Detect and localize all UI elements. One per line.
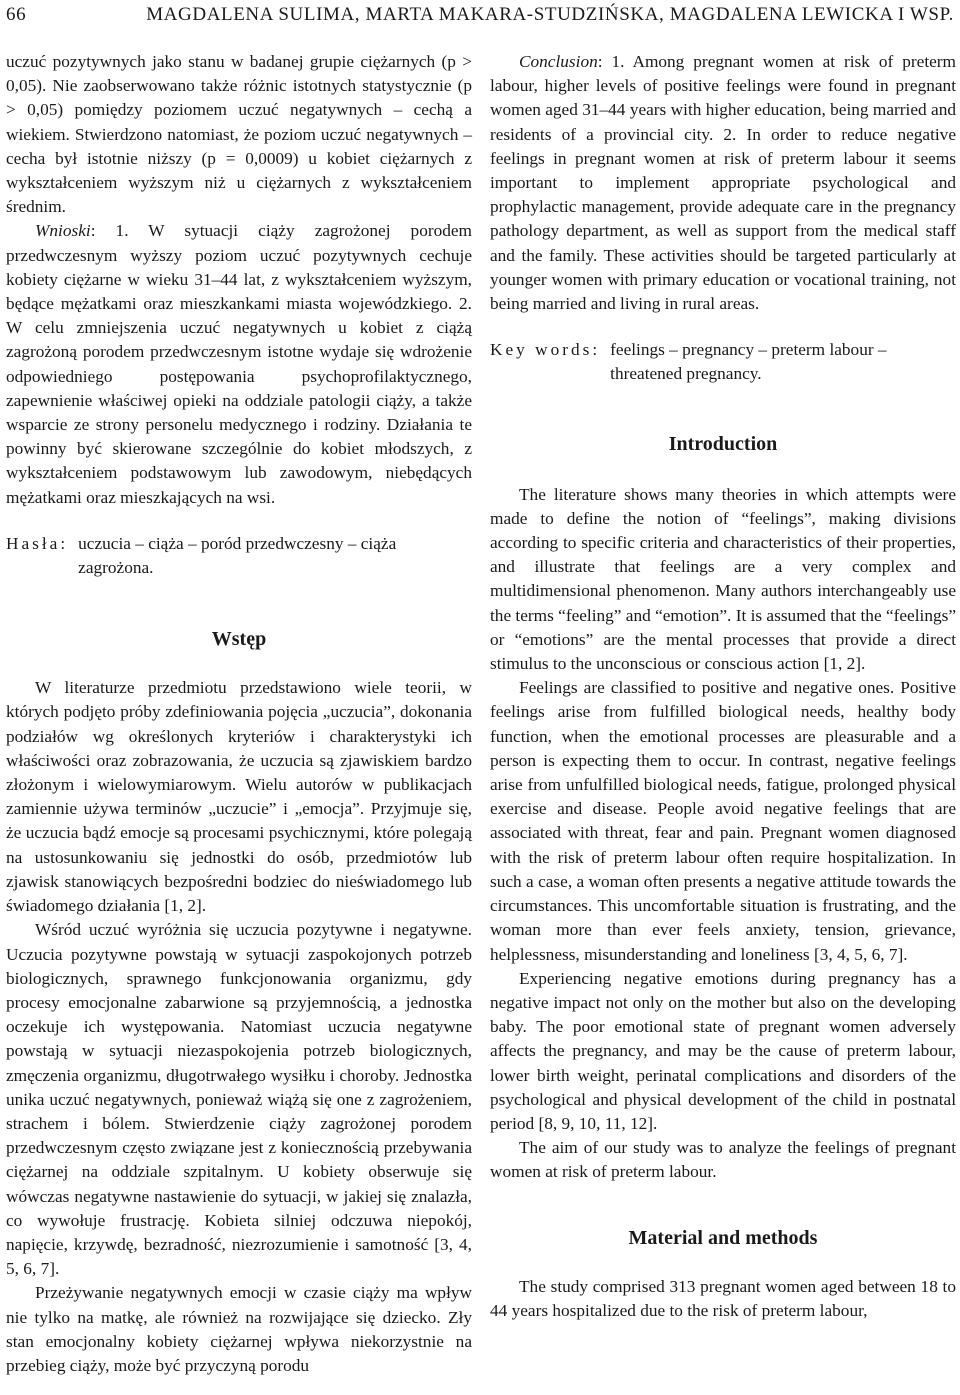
section-title-introduction: Introduction [668,432,778,455]
paragraph: W literaturze przedmiotu przedstawiono wiele teorii, w których podjęto próby zdefiniowania pojęcia „uczucia”, dokonania podziałów wg określonych kryteriów i charakterystyki ich właściwości oraz zobrazowania, że uczucia są zjawiskiem bardzo złożonym i wielowymiarowym. Wielu autorów w publikacjach zamiennie używa terminów „uczucie” i „emocja”. Przyjmuje się, że uczucia bądź emocje są procesami psychicznymi, które polegają na ustosunkowaniu się jednostki do osób, przedmiotów lub zjawisk stanowiących bezpośredni bodziec do nieświadomego lub świadomego działania [1, 2]. [6,678,472,916]
keywords-label: Hasła: [6,533,69,553]
section-title-material-methods: Material and methods [628,1226,818,1249]
conclusion-text: : 1. Among pregnant women at risk of preterm labour, higher levels of positive feelings were found in pregnant women aged 31–44 years with higher education, being married and residents of a provincial city. 2. In order to reduce negative feelings in pregnant women at risk of preterm labour it seems important to implement appropriate psychological and prophylactic management, provide adequate care in the pregnancy pathology department, as well as support from the medical staff and the family. These activities should be targeted particularly at younger women with primary education or vocational training, not being married and living in rural areas. [490,52,956,314]
conclusion-label: Conclusion [519,52,598,71]
keywords-pl [6,532,472,580]
paragraph: Experiencing negative emotions during pregnancy has a negative impact not only on the mother but also on the developing baby. The poor emotional state of pregnant women adversely affects the pregnancy, and may be the cause of preterm labour, lower birth weight, perinatal complications and disorders of the psychological and physical development of the child in postnatal period [8, 9, 10, 11, 12]. [490,968,956,1133]
conclusions-label: Wnioski [35,221,91,241]
paragraph: The literature shows many theories in which attempts were made to define the notion of “feelings”, making divisions according to specific criteria and characteristics of their properties, and illustrate that feelings are a very complex and multidimensional phenomenon. Many authors interchangeably use the terms “feeling” and “emotion”. It is assumed that the “feelings” or “emotions” are the mental processes that provide a direct stimulus to the unconscious or conscious action [1, 2]. [490,484,956,674]
paragraph: Feelings are classified to positive and negative ones. Positive feelings arise from fulfilled biological needs, healthy body function, when the emotional processes are pleasurable and a person is expecting them to occur. In contrast, negative feelings arise from unfulfilled biological needs, fatigue, prolonged physical exercise and disease. People avoid negative feelings that are associated with threat, fear and pain. Pregnant women diagnosed with the risk of preterm labour often require hospitalization. In such a case, a woman often presents a negative attitude towards the circumstances. This uncomfortable situation is frustrating, and the woman more than ever feels anxiety, tension, grievance, helplessness, misunderstanding and loneliness [3, 4, 5, 6, 7]. [490,678,956,964]
keywords-text: uczucia – ciąża – poród przedwczesny – ciąża zagrożona. [78,533,397,578]
abstract-conclusions [6,219,472,509]
right-column [490,50,956,1323]
running-header-authors: MAGDALENA SULIMA, MARTA MAKARA-STUDZIŃSKA, MAGDALENA LEWICKA I WSP. [146,4,954,25]
paragraph: The study comprised 313 pregnant women aged between 18 to 44 years hospitalized due to the risk of preterm labour, [490,1276,956,1320]
conclusions-text: : 1. W sytuacji ciąży zagrożonej porodem przedwczesnym wyższy poziom uczuć pozytywnych cechuje kobiety ciężarne w wieku 31–44 lat, z wykształceniem wyższym, będące mężatkami oraz mieszkankami miasta wojewódzkiego. 2. W celu zmniejszenia uczuć negatywnych u kobiet z ciążą zagrożoną porodem przedwczesnym istotne wydaje się wdrożenie odpowiedniego postępowania psychoprofilaktycznego, zapewnienie właściwej opieki na oddziale patologii ciąży, a także wsparcie ze strony personelu medycznego i rodziny. Działania te powinny być skierowane szczególnie do kobiet młodszych, z wykształceniem podstawowym lub zawodowym, niebędących mężatkami oraz mieszkających na wsi. [6,221,472,507]
paragraph: Wśród uczuć wyróżnia się uczucia pozytywne i negatywne. Uczucia pozytywne powstają w sytuacji zaspokojonych potrzeb biologicznych, sprawnego funkcjonowania organizmu, gdy procesy emocjonalne zabarwione są przyjemnością, a jednostka oczekuje ich występowania. Natomiast uczucia negatywne powstają w sytuacji niezaspokojenia potrzeb biologicznych, zmęczenia organizmu, długotrwałego wysiłku i choroby. Jednostka unika uczuć negatywnych, ponieważ wiążą się one z zagrożeniem, strachem i bólem. Stwierdzenie ciąży zagrożonej porodem przedwczesnym często związane jest z koniecznością przebywania ciężarnej na oddziale szpitalnym. U kobiety obserwuje się wówczas negatywne nastawienie do sytuacji, w jakiej się znalazła, co wywołuje frustrację. Kobieta silniej odczuwa niepokój, napięcie, krzywdę, bezradność, niezrozumienie i samotność [3, 4, 5, 6, 7]. [6,920,472,1279]
paragraph: The aim of our study was to analyze the feelings of pregnant women at risk of preterm labour. [490,1138,956,1182]
paragraph: Przeżywanie negatywnych emocji w czasie ciąży ma wpływ nie tylko na matkę, ale również na rozwijające się dziecko. Zły stan emocjonalny kobiety ciężarnej wpływa niekorzystnie na przebieg ciąży, może być przyczyną porodu [6,1283,472,1375]
keywords-text: feelings – pregnancy – preterm labour – threatened pregnancy. [610,340,887,384]
abstract-results-continued: uczuć pozytywnych jako stanu w badanej grupie ciężarnych (p > 0,05). Nie zaobserwowano także różnic istotnych statystycznie (p > 0,05) pomiędzy poziomem uczuć negatywnych – cechą a wiekiem. Stwierdzono natomiast, że poziom uczuć negatywnych – cecha był istotnie niższy (p = 0,0009) u kobiet ciężarnych z wykształceniem wyższym niż u ciężarnych z wykształceniem średnim. [6,52,472,217]
keywords-en [490,338,956,386]
abstract-conclusion-en [490,50,956,316]
keywords-label: Key words: [490,340,601,360]
section-title-wstep: Wstęp [211,628,267,651]
page-number: 66 [6,4,27,25]
left-column [6,50,472,1378]
running-header [6,2,954,28]
